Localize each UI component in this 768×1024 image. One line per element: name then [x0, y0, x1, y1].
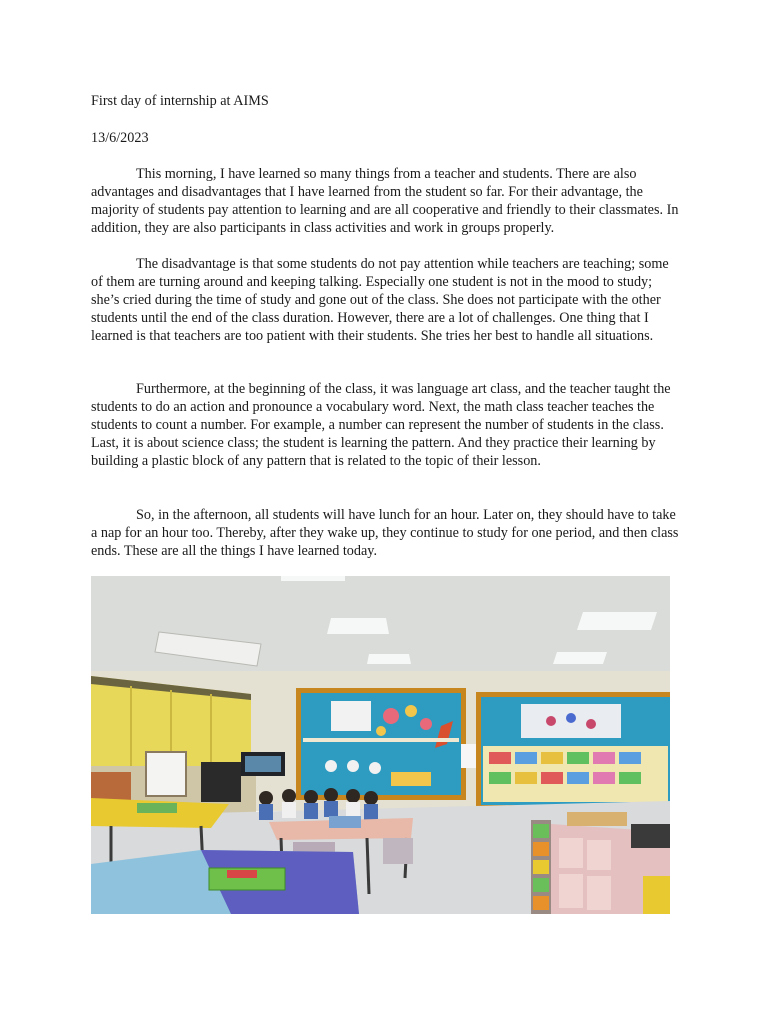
document-date: 13/6/2023 — [91, 130, 149, 146]
ceiling-light — [367, 654, 411, 664]
paragraph-4: So, in the afternoon, all students will have lunch for an hour. Later on, they should have to take a nap for an hour too. Thereby, after they wake up, they continue to study for one period, and then class ends. These are all the things I have learned today. — [91, 507, 679, 559]
student — [364, 791, 378, 805]
ceiling-light — [281, 576, 345, 581]
student — [346, 789, 360, 803]
document-title: First day of internship at AIMS — [91, 93, 269, 109]
student — [304, 790, 318, 804]
paragraph-2: The disadvantage is that some students do not pay attention while teachers are teaching; some of them are turning around and keeping talking. Especially one student is not in the mood to study; she’s cried during the time of study and gone out of the class. She does not participate with the other students until the end of the class duration. However, there are a lot of challenges. One thing that I learned is that teachers are too patient with their students. She tries her best to handle all situations. — [91, 256, 669, 344]
paragraph-3: Furthermore, at the beginning of the class, it was language art class, and the teacher taught the students to do an action and pronounce a vocabulary word. Next, the math class teacher teaches the students to count a number. For example, a number can represent the number of students in the class. Last, it is about science class; the student is learning the pattern. And they practice their learning by building a plastic block of any pattern that is related to the topic of their lesson. — [91, 381, 671, 469]
ceiling-light — [577, 612, 657, 630]
easel-whiteboard — [146, 752, 186, 796]
ceiling-light — [553, 652, 607, 664]
paragraph-1: This morning, I have learned so many things from a teacher and students. There are also advantages and disadvantages that I have learned from the student so far. For their advantage, the majority of students pay attention to learning and are all cooperative and friendly to their classmates. In addition, they are also participants in class activities and work in groups properly. — [91, 166, 679, 236]
student — [259, 791, 273, 805]
chair — [383, 838, 413, 864]
student — [282, 789, 296, 803]
ceiling-light — [327, 618, 389, 634]
student — [324, 788, 338, 802]
classroom-photo — [91, 576, 670, 914]
